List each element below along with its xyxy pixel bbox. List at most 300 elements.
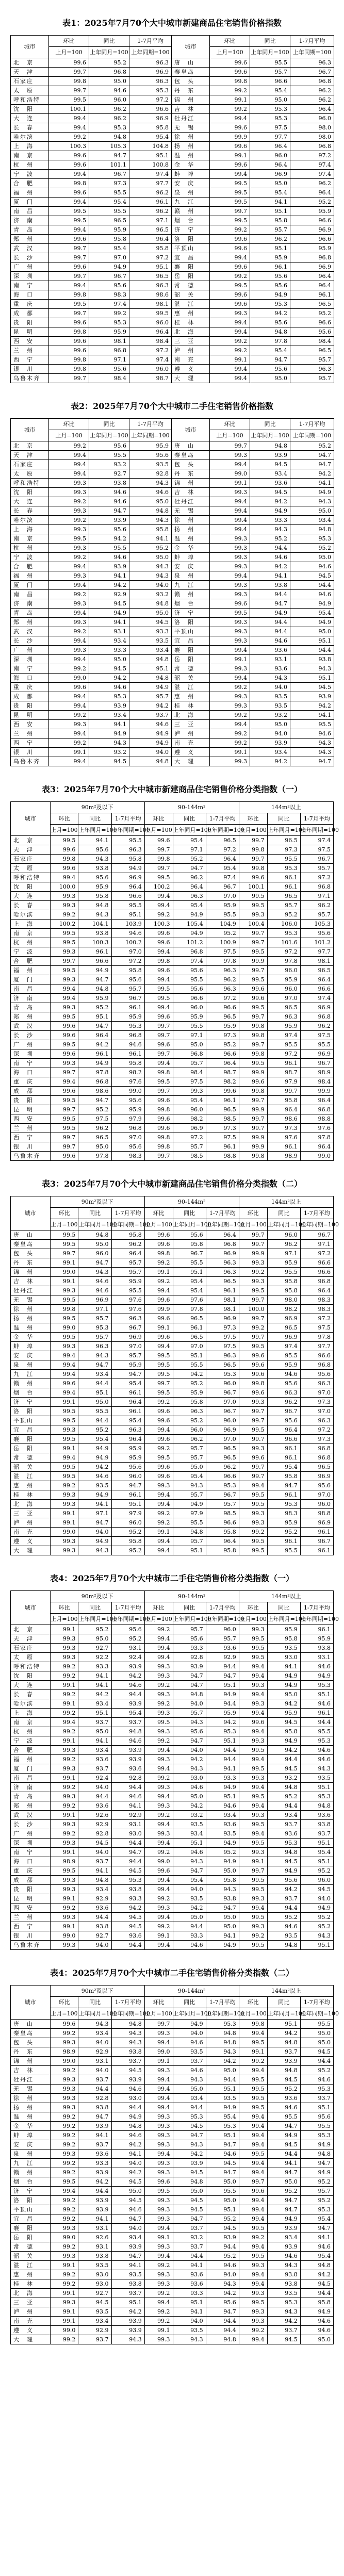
index-value: 95.7 — [173, 1444, 206, 1453]
index-value: 99.5 — [239, 1425, 267, 1435]
index-value: 94.7 — [250, 355, 290, 365]
table-title: 表3：2025年7月70个大中城市新建商品住宅销售价格分类指数（一） — [41, 784, 303, 794]
city-name: 兰 州 — [11, 729, 49, 739]
index-value: 99.6 — [144, 1314, 173, 1323]
header-yoy: 同比 — [267, 1602, 300, 1614]
index-value: 96.0 — [111, 1518, 144, 1528]
index-value: 98.5 — [206, 1509, 239, 1518]
index-value: 99.2 — [239, 2057, 267, 2066]
index-value: 97.0 — [267, 994, 300, 1003]
index-value: 99.7 — [239, 1114, 267, 1124]
index-value: 99.4 — [144, 947, 173, 957]
index-value: 94.7 — [206, 2168, 239, 2177]
index-value: 96.2 — [129, 188, 172, 198]
index-value: 96.0 — [173, 1425, 206, 1435]
index-value: 94.8 — [129, 506, 172, 516]
index-value: 95.3 — [250, 114, 290, 123]
index-value: 95.6 — [173, 1634, 206, 1644]
index-value: 97.8 — [78, 1068, 111, 1077]
index-value: 99.7 — [239, 836, 267, 845]
table-row — [11, 1286, 334, 1295]
index-value: 96.3 — [290, 365, 334, 374]
index-value: 95.3 — [111, 1022, 144, 1031]
header-base-prev-month: 上月=100 — [239, 2008, 267, 2020]
header-base-prev-month: 上月=100 — [144, 2008, 173, 2020]
price-index-table — [10, 1196, 339, 1555]
index-value: 99.5 — [50, 966, 78, 975]
index-value: 99.5 — [239, 2038, 267, 2047]
index-value: 94.6 — [300, 1746, 333, 1755]
index-value: 97.4 — [267, 1031, 300, 1040]
index-value: 96.0 — [173, 1003, 206, 1012]
index-value: 96.4 — [111, 1435, 144, 1444]
index-value: 99.8 — [49, 365, 89, 374]
index-value: 95.7 — [250, 68, 290, 77]
index-value: 96.8 — [173, 947, 206, 957]
index-value: 99.4 — [239, 2140, 267, 2150]
header-base-prev-month: 上月=100 — [239, 1614, 267, 1625]
index-value: 99.8 — [239, 864, 267, 873]
city-name: 唐 山 — [172, 441, 210, 451]
index-value: 94.5 — [206, 2224, 239, 2233]
index-value: 95.2 — [267, 2187, 300, 2196]
table-section — [10, 1555, 339, 1950]
index-value: 97.1 — [78, 1509, 111, 1518]
index-value: 94.3 — [250, 674, 290, 683]
city-name: 济 南 — [11, 599, 49, 609]
index-value: 99.9 — [239, 1249, 267, 1258]
city-name: 温 州 — [172, 534, 210, 544]
index-value: 96.0 — [173, 1105, 206, 1114]
header-size-mid: 90-144m² — [144, 1986, 239, 1997]
index-value: 95.9 — [290, 207, 334, 216]
index-value: 95.9 — [290, 244, 334, 253]
table-row — [11, 1839, 334, 1848]
index-value: 100.0 — [50, 882, 78, 892]
index-value: 95.6 — [300, 1481, 333, 1490]
city-name: 大 连 — [11, 892, 51, 901]
index-value: 94.3 — [89, 739, 129, 748]
index-value: 96.7 — [89, 170, 129, 179]
index-value: 94.6 — [250, 553, 290, 562]
index-value: 94.9 — [78, 1490, 111, 1500]
index-value: 99.9 — [300, 1087, 333, 1096]
table-row — [11, 2066, 334, 2075]
city-name: 唐 山 — [11, 1230, 51, 1240]
index-value: 97.4 — [173, 957, 206, 966]
city-name: 南 京 — [11, 1718, 51, 1727]
city-name: 三 亚 — [172, 720, 210, 729]
index-value: 95.4 — [300, 1848, 333, 1857]
index-value: 93.7 — [173, 2224, 206, 2233]
index-value: 93.1 — [78, 2224, 111, 2233]
index-value: 99.2 — [144, 1699, 173, 1709]
table-row — [11, 1941, 334, 1950]
index-value: 99.2 — [239, 1931, 267, 1941]
city-name: 厦 门 — [11, 1764, 51, 1774]
index-value: 99.4 — [50, 994, 78, 1003]
city-name: 牡丹江 — [11, 1286, 51, 1295]
header-mom: 环比 — [50, 1602, 78, 1614]
index-value: 99.1 — [50, 1736, 78, 1746]
index-value: 93.3 — [111, 1894, 144, 1904]
index-value: 99.4 — [49, 114, 89, 123]
city-name: 昆 明 — [11, 327, 49, 337]
index-value: 99.8 — [239, 1031, 267, 1040]
index-value: 96.7 — [111, 1323, 144, 1333]
city-name: 昆 明 — [11, 711, 49, 720]
index-value: 99.4 — [210, 365, 250, 374]
index-value: 95.6 — [300, 2112, 333, 2122]
city-name: 洛 阳 — [172, 618, 210, 627]
index-value: 94.1 — [78, 1671, 111, 1681]
index-value: 94.6 — [300, 2326, 333, 2335]
city-name: 惠 州 — [11, 2270, 51, 2279]
index-value: 93.5 — [173, 1820, 206, 1829]
index-value: 95.5 — [173, 1360, 206, 1370]
index-value: 99.5 — [144, 1351, 173, 1360]
index-value: 95.6 — [250, 318, 290, 327]
index-value: 93.1 — [111, 1820, 144, 1829]
index-value: 99.4 — [239, 2066, 267, 2075]
table-row — [11, 2326, 334, 2335]
index-value: 95.2 — [250, 534, 290, 544]
city-name: 湛 江 — [172, 683, 210, 692]
index-value: 95.2 — [300, 1922, 333, 1931]
index-value: 99.4 — [144, 1792, 173, 1801]
index-value: 99.7 — [267, 1087, 300, 1096]
index-value: 94.9 — [206, 1941, 239, 1950]
table-row — [11, 207, 334, 216]
city-name: 赣 州 — [172, 207, 210, 216]
index-value: 95.7 — [206, 1500, 239, 1509]
index-value: 95.1 — [250, 244, 290, 253]
city-name: 北 海 — [11, 1500, 51, 1509]
index-value: 96.4 — [300, 975, 333, 985]
index-value: 97.0 — [206, 892, 239, 901]
city-name: 兰 州 — [11, 1913, 51, 1922]
table-row — [11, 1370, 334, 1379]
index-value: 95.6 — [111, 1463, 144, 1472]
index-value: 99.6 — [50, 2020, 78, 2029]
index-value: 94.7 — [111, 2214, 144, 2224]
index-value: 95.6 — [78, 845, 111, 855]
index-value: 93.5 — [173, 1894, 206, 1904]
index-value: 97.7 — [300, 947, 333, 957]
index-value: 94.5 — [89, 664, 129, 674]
index-value: 99.7 — [50, 957, 78, 966]
index-value: 99.5 — [50, 1463, 78, 1472]
header-base-prev-year: 上年同月=100 — [250, 430, 290, 441]
index-value: 96.3 — [290, 58, 334, 68]
index-value: 99.7 — [50, 1068, 78, 1077]
index-value: 96.3 — [206, 985, 239, 994]
index-value: 99.2 — [50, 1727, 78, 1736]
index-value: 95.3 — [173, 2112, 206, 2122]
index-value: 99.7 — [239, 1314, 267, 1323]
index-value: 99.4 — [144, 2085, 173, 2094]
city-name: 泸 州 — [172, 346, 210, 355]
index-value: 93.4 — [89, 636, 129, 646]
index-value: 96.5 — [78, 1133, 111, 1142]
header-mom: 环比 — [239, 1208, 267, 1219]
index-value: 94.6 — [206, 2150, 239, 2159]
index-value: 96.0 — [111, 1472, 144, 1481]
index-value: 99.2 — [144, 1894, 173, 1904]
index-value: 99.2 — [144, 1444, 173, 1453]
index-value: 99.3 — [50, 1941, 78, 1950]
city-name: 韶 关 — [11, 2252, 51, 2261]
index-value: 95.8 — [267, 1472, 300, 1481]
index-value: 95.6 — [173, 985, 206, 994]
index-value: 96.1 — [300, 1709, 333, 1718]
index-value: 95.9 — [129, 441, 172, 451]
index-value: 93.0 — [78, 2270, 111, 2279]
index-value: 94.8 — [129, 757, 172, 766]
index-value: 99.8 — [49, 327, 89, 337]
index-value: 94.4 — [206, 2326, 239, 2335]
index-value: 99.7 — [239, 1435, 267, 1444]
index-value: 95.3 — [300, 2085, 333, 2094]
city-name: 宜 昌 — [11, 2214, 51, 2224]
table-row — [11, 1152, 334, 1161]
table-row — [11, 2140, 334, 2150]
index-value: 97.1 — [89, 355, 129, 365]
index-value: 97.5 — [300, 1031, 333, 1040]
index-value: 99.7 — [144, 845, 173, 855]
index-value: 97.0 — [300, 1407, 333, 1416]
table-row — [11, 938, 334, 947]
index-value: 99.3 — [49, 618, 89, 627]
index-value: 95.6 — [267, 1876, 300, 1885]
index-value: 99.5 — [210, 281, 250, 290]
index-value: 95.7 — [173, 1453, 206, 1463]
table-row — [11, 1435, 334, 1444]
index-value: 95.5 — [111, 836, 144, 845]
index-value: 95.8 — [267, 1727, 300, 1736]
index-value: 99.5 — [239, 2298, 267, 2307]
index-value: 98.7 — [206, 1068, 239, 1077]
city-name: 青 岛 — [11, 609, 49, 618]
index-value: 99.6 — [239, 873, 267, 882]
index-value: 97.1 — [267, 1249, 300, 1258]
index-value: 95.5 — [267, 1351, 300, 1360]
index-value: 93.7 — [111, 1718, 144, 1727]
index-value: 96.1 — [300, 1625, 333, 1634]
index-value: 92.7 — [89, 469, 129, 479]
index-value: 94.4 — [290, 646, 334, 655]
index-value: 95.6 — [206, 2298, 239, 2307]
index-value: 95.6 — [129, 451, 172, 460]
index-value: 94.5 — [78, 2298, 111, 2307]
table-row — [11, 739, 334, 748]
header-base-prev-period: 上年同期=100 — [111, 2008, 144, 2020]
header-mom: 环比 — [144, 813, 173, 825]
index-value: 97.8 — [78, 1152, 111, 1161]
index-value: 99.6 — [210, 244, 250, 253]
city-name: 西 安 — [11, 1114, 51, 1124]
header-base-prev-year: 上年同月=100 — [173, 825, 206, 836]
index-value: 95.9 — [267, 1258, 300, 1268]
index-value: 99.3 — [50, 1885, 78, 1894]
header-base-prev-year: 上年同月=100 — [267, 2008, 300, 2020]
index-value: 99.4 — [144, 1839, 173, 1848]
city-name: 南 宁 — [11, 1059, 51, 1068]
index-value: 99.3 — [239, 1398, 267, 1407]
index-value: 99.4 — [239, 2122, 267, 2131]
index-value: 96.8 — [78, 1077, 111, 1087]
table-row — [11, 1268, 334, 1277]
index-value: 93.8 — [290, 655, 334, 664]
index-value: 99.2 — [144, 1736, 173, 1746]
index-value: 99.5 — [210, 198, 250, 207]
table-row — [11, 1096, 334, 1105]
index-value: 99.4 — [144, 1634, 173, 1644]
index-value: 95.8 — [78, 892, 111, 901]
index-value: 99.5 — [239, 1286, 267, 1295]
index-value: 96.5 — [290, 346, 334, 355]
index-value: 93.6 — [300, 1811, 333, 1820]
index-value: 94.1 — [78, 1681, 111, 1690]
city-name: 长 沙 — [11, 636, 49, 646]
index-value: 96.2 — [250, 235, 290, 244]
index-value: 94.4 — [267, 1904, 300, 1913]
index-value: 93.7 — [78, 2335, 111, 2344]
index-value: 93.5 — [250, 701, 290, 711]
index-value: 94.9 — [267, 2131, 300, 2140]
city-name: 北 京 — [11, 836, 51, 845]
index-value: 98.0 — [290, 133, 334, 142]
index-value: 95.6 — [111, 1625, 144, 1634]
index-value: 94.8 — [78, 1876, 111, 1885]
index-value: 94.9 — [206, 1690, 239, 1699]
city-name: 郑 州 — [11, 1801, 51, 1811]
index-value: 95.8 — [206, 1528, 239, 1537]
city-name: 九 江 — [172, 581, 210, 590]
table-row — [11, 1351, 334, 1360]
index-value: 95.9 — [267, 1022, 300, 1031]
index-value: 99.4 — [210, 674, 250, 683]
index-value: 99.7 — [239, 938, 267, 947]
index-value: 94.3 — [173, 1857, 206, 1866]
index-value: 99.2 — [144, 1922, 173, 1931]
index-value: 93.4 — [78, 2317, 111, 2326]
index-value: 99.3 — [50, 1500, 78, 1509]
index-value: 99.4 — [239, 1755, 267, 1764]
table-row — [11, 318, 334, 327]
index-value: 95.3 — [206, 2020, 239, 2029]
table-row — [11, 1142, 334, 1152]
index-value: 99.5 — [239, 1885, 267, 1894]
index-value: 94.5 — [111, 2066, 144, 2075]
index-value: 99.3 — [49, 571, 89, 581]
index-value: 97.2 — [300, 873, 333, 882]
index-value: 99.4 — [210, 327, 250, 337]
city-name: 襄 阳 — [11, 1435, 51, 1444]
city-name: 桂 林 — [172, 318, 210, 327]
index-value: 99.4 — [49, 469, 89, 479]
table-row — [11, 2196, 334, 2205]
index-value: 99.3 — [239, 2307, 267, 2317]
index-value: 96.4 — [300, 1142, 333, 1152]
index-value: 94.3 — [300, 1931, 333, 1941]
table-row — [11, 1625, 334, 1634]
index-value: 92.2 — [78, 1653, 111, 1662]
index-value: 99.3 — [144, 1481, 173, 1490]
index-value: 96.0 — [89, 95, 129, 105]
index-value: 95.9 — [250, 253, 290, 262]
city-name: 湛 江 — [11, 2261, 51, 2270]
index-value: 94.6 — [111, 2085, 144, 2094]
index-value: 94.4 — [300, 2289, 333, 2298]
index-value: 95.2 — [111, 1634, 144, 1644]
index-value: 95.1 — [78, 1388, 111, 1398]
index-value: 97.3 — [300, 1435, 333, 1444]
index-value: 99.5 — [144, 994, 173, 1003]
index-value: 97.2 — [129, 95, 172, 105]
header-base-prev-year: 上年同月=100 — [89, 430, 129, 441]
index-value: 94.9 — [250, 609, 290, 618]
index-value: 94.7 — [267, 1481, 300, 1490]
header-mom: 环比 — [50, 1997, 78, 2008]
index-value: 94.7 — [78, 1022, 111, 1031]
index-value: 99.2 — [50, 1671, 78, 1681]
index-value: 99.4 — [49, 451, 89, 460]
index-value: 99.6 — [239, 2187, 267, 2196]
index-value: 95.6 — [89, 441, 129, 451]
index-value: 98.4 — [300, 1077, 333, 1087]
header-base-prev-year: 上年同月=100 — [267, 1614, 300, 1625]
index-value: 95.8 — [129, 525, 172, 534]
city-name: 西 安 — [11, 337, 49, 346]
index-value: 99.6 — [144, 1230, 173, 1240]
table-row — [11, 2298, 334, 2307]
index-value: 97.3 — [267, 1124, 300, 1133]
index-value: 106.0 — [267, 920, 300, 929]
index-value: 96.5 — [206, 1277, 239, 1286]
table-row — [11, 947, 334, 957]
city-name: 武 汉 — [11, 627, 49, 636]
index-value: 95.5 — [89, 188, 129, 198]
index-value: 94.0 — [173, 1885, 206, 1894]
city-name: 北 海 — [11, 2289, 51, 2298]
index-value: 95.1 — [300, 1839, 333, 1848]
table-row — [11, 1077, 334, 1087]
index-value: 97.2 — [129, 253, 172, 262]
index-value: 94.6 — [111, 1736, 144, 1746]
index-value: 94.3 — [78, 2020, 111, 2029]
city-name: 锦 州 — [11, 2057, 51, 2066]
index-value: 96.8 — [300, 1444, 333, 1453]
header-base-prev-period: 上年同期=100 — [111, 1614, 144, 1625]
index-value: 96.1 — [250, 262, 290, 272]
index-value: 99.3 — [239, 1258, 267, 1268]
city-name: 济 南 — [11, 216, 49, 225]
index-value: 95.6 — [173, 1230, 206, 1240]
index-value: 95.4 — [290, 609, 334, 618]
index-value: 93.5 — [111, 2270, 144, 2279]
index-value: 96.1 — [267, 1490, 300, 1500]
table-row — [11, 1690, 334, 1699]
index-value: 93.0 — [267, 1653, 300, 1662]
index-value: 96.2 — [290, 95, 334, 105]
city-name: 扬 州 — [172, 142, 210, 151]
index-value: 95.2 — [173, 855, 206, 864]
index-value: 95.3 — [300, 1681, 333, 1690]
table-row — [11, 2261, 334, 2270]
index-value: 94.6 — [89, 86, 129, 95]
table-row — [11, 2317, 334, 2326]
